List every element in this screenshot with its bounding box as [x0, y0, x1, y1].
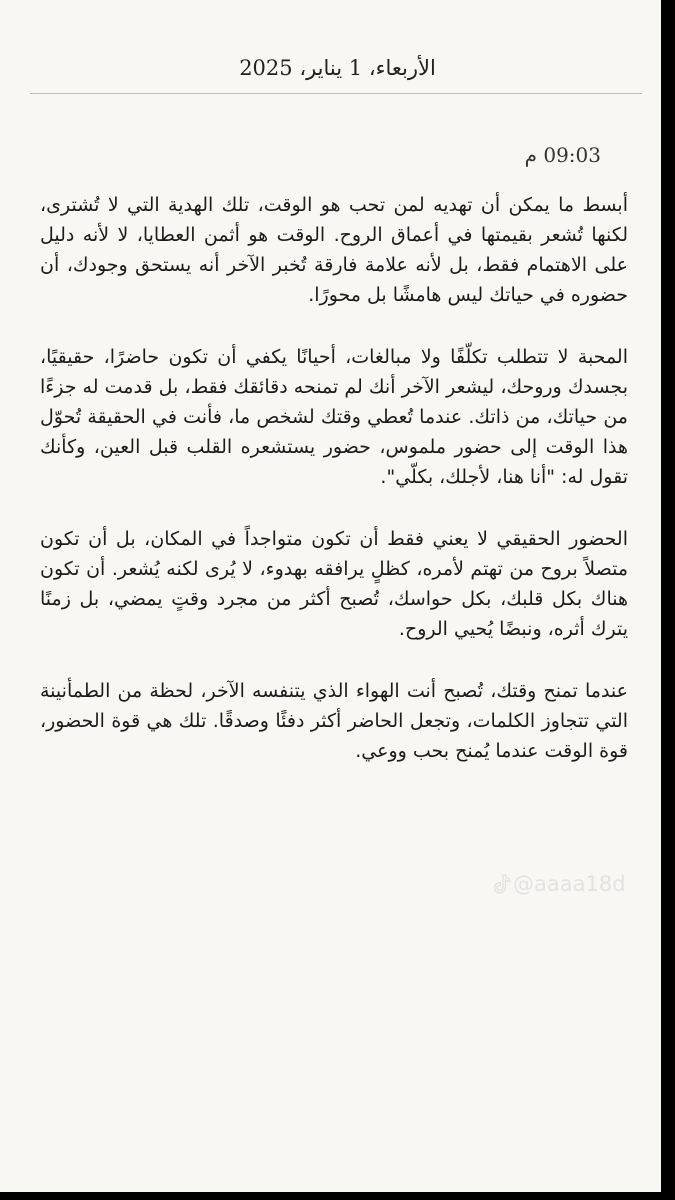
- entry-paragraph: الحضور الحقيقي لا يعني فقط أن تكون متواجداً في المكان، بل أن تكون متصلاً بروح من تهتم لأمره، كظلٍ يرافقه بهدوء، لا يُرى لكنه يُشعر. أن تكون هناك بكل قلبك، بكل حواسك، تُصبح أكثر من مجرد وقتٍ يمضي، بل زمنًا يترك أثره، ونبضًا يُحيي الروح.: [40, 528, 628, 640]
- watermark-handle: @aaaa18d: [513, 872, 626, 896]
- entry-paragraph: أبسط ما يمكن أن تهديه لمن تحب هو الوقت، تلك الهدية التي لا تُشترى، لكنها تُشعر بقيمتها في أعماق الروح. الوقت هو أثمن العطايا، لا لأنه دليل على الاهتمام فقط، بل لأنه علامة فارقة تُخبر الآخر أنه يستحق وجودك، أن حضوره في حياتك ليس هامشًا بل محورًا.: [40, 194, 628, 306]
- tiktok-watermark: [494, 872, 626, 896]
- entry-paragraph: المحبة لا تتطلب تكلّفًا ولا مبالغات، أحيانًا يكفي أن تكون حاضرًا، حقيقيًا، بجسدك وروحك، ليشعر الآخر أنك لم تمنحه دقائقك فقط، بل قدمت له جزءًا من حياتك، من ذاتك. عندما تُعطي وقتك لشخص ما، فأنت في الحقيقة تُحوّل هذا الوقت إلى حضور ملموس، حضور يستشعره القلب قبل العين، وكأنك تقول له: "أنا هنا، لأجلك، بكلّي".: [40, 346, 628, 488]
- header-divider: [30, 93, 642, 94]
- entry-body: [40, 190, 628, 798]
- entry-time: 09:03 م: [524, 143, 601, 167]
- tiktok-icon: [494, 874, 510, 894]
- entry-paragraph: عندما تمنح وقتك، تُصبح أنت الهواء الذي يتنفسه الآخر، لحظة من الطمأنينة التي تتجاوز الكلمات، وتجعل الحاضر أكثر دفئًا وصدقًا. تلك هي قوة الحضور، قوة الوقت عندما يُمنح بحب ووعي.: [40, 680, 628, 762]
- entry-date: الأربعاء، 1 يناير، 2025: [239, 56, 436, 80]
